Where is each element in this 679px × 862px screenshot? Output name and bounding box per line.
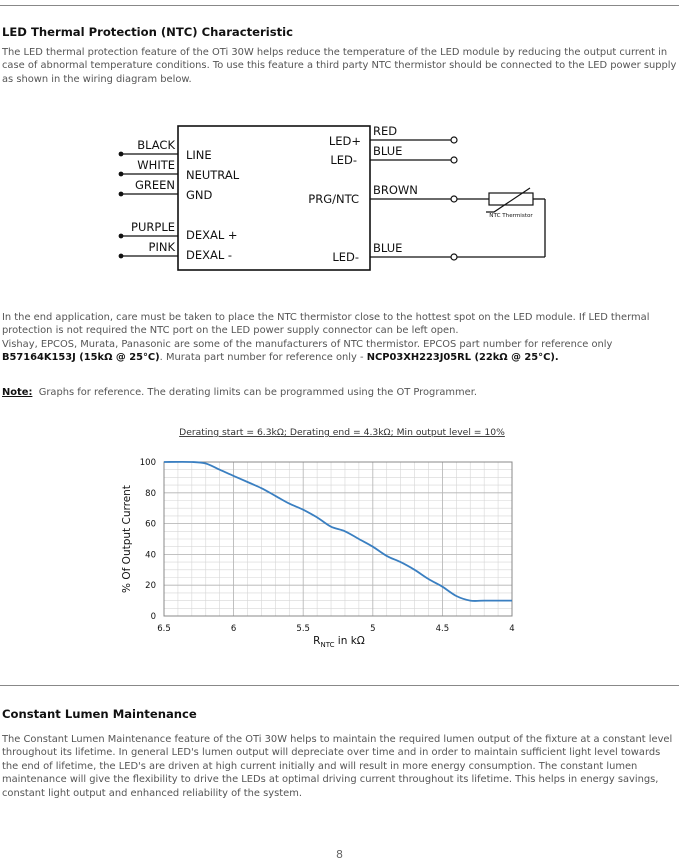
wire-end-green: [119, 192, 124, 197]
wire-label-brown: BROWN: [373, 183, 418, 197]
wire-end-black: [119, 152, 124, 157]
y-tick-label: 40: [145, 550, 156, 561]
x-tick-label: 5.5: [296, 624, 310, 634]
top-rule: [0, 5, 679, 6]
terminal-label-led-minus-1: LED-: [330, 153, 357, 167]
wire-label-black: BLACK: [137, 138, 175, 152]
section-divider-rule: [0, 685, 679, 686]
wire-label-pink: PINK: [148, 240, 175, 254]
section-title-lumen: Constant Lumen Maintenance: [2, 707, 197, 721]
wire-label-green: GREEN: [134, 178, 175, 192]
y-axis-label: % Of Output Current: [121, 485, 133, 593]
murata-part-number: NCP03XH223J05RL (22kΩ @ 25°C).: [366, 352, 559, 364]
chart-title: Derating start = 6.3kΩ; Derating end = 4.3kΩ; Min output level = 10%: [179, 427, 505, 438]
page-number: 8: [336, 848, 343, 861]
wire-end-white: [119, 172, 124, 177]
terminal-label-neutral: NEUTRAL: [186, 168, 240, 182]
terminal-red: [451, 137, 457, 143]
thermistor-label: NTC Thermistor: [489, 213, 533, 219]
terminal-label-gnd: GND: [186, 188, 213, 202]
ntc-placement-text: In the end application, care must be taken to place the NTC thermistor close to the hottest spot on the LED module. If LED thermal protection is not required the NTC port on the LED power supply connector can be left open.: [2, 312, 650, 337]
x-tick-label: 6: [230, 624, 237, 634]
manufacturers-text: Vishay, EPCOS, Murata, Panasonic are some of the manufacturers of NTC thermistor. EPCOS part number for reference only: [2, 338, 613, 350]
ntc-intro-paragraph: The LED thermal protection feature of the OTi 30W helps reduce the temperature of the LED module by reducing the output current in case of abnormal temperature conditions. To use this feature a third party NTC thermistor should be connected to the LED power supply as shown in the wiring diagram below.: [2, 47, 677, 85]
note-label: Note:: [2, 387, 33, 398]
x-tick-label: 4: [509, 624, 515, 634]
terminal-label-line: LINE: [186, 148, 212, 162]
x-tick-label: 6.5: [157, 624, 171, 634]
murata-intro-text: . Murata part number for reference only -: [159, 352, 367, 364]
wire-label-blue-1: BLUE: [373, 144, 403, 158]
y-tick-label: 0: [150, 612, 156, 622]
note-text: Graphs for reference. The derating limits can be programmed using the OT Programmer.: [38, 387, 478, 398]
wire-label-white: WHITE: [137, 158, 175, 172]
wire-label-blue-2: BLUE: [373, 241, 403, 255]
wire-end-pink: [119, 254, 124, 259]
ntc-placement-paragraph: [2, 311, 678, 365]
derating-chart: [0, 420, 679, 660]
wire-label-purple: PURPLE: [131, 220, 175, 234]
y-tick-label: 80: [145, 488, 156, 499]
x-tick-label: 4.5: [435, 624, 450, 634]
y-tick-label: 60: [145, 519, 156, 530]
wire-end-purple: [119, 234, 124, 239]
thermistor-symbol: [486, 188, 533, 212]
terminal-label-dexal-plus: DEXAL +: [186, 228, 238, 242]
y-tick-label: 100: [139, 458, 156, 468]
terminal-brown: [451, 196, 457, 202]
y-tick-label: 20: [145, 581, 156, 592]
terminal-label-dexal-minus: DEXAL -: [186, 248, 233, 262]
terminal-blue-2: [451, 254, 457, 260]
terminal-label-led-plus: LED+: [328, 134, 361, 148]
x-axis-label: $R_{NTC}$ in kΩ: [313, 635, 365, 649]
lumen-maintenance-paragraph: The Constant Lumen Maintenance feature of the OTi 30W helps to maintain the required lumen output of the fixture at a constant level throughout its lifetime. In general LED's lumen output will depreciate over time and in order to maintain sufficient light level towards the end of lifetime, the LED's are driven at high current initially and will result in more energy consumption. The constant lumen maintenance will give the flexibility to drive the LEDs at optimal driving current throughout its lifetime. This helps in energy savings, constant light output and enhanced reliability of the system.: [2, 734, 673, 799]
epcos-part-number: B57164K153J (15kΩ @ 25°C): [2, 352, 160, 364]
terminal-label-led-minus-2: LED-: [332, 250, 359, 264]
x-tick-label: 5: [370, 624, 376, 634]
terminal-label-prg-ntc: PRG/NTC: [308, 192, 359, 206]
wire-label-red: RED: [373, 124, 398, 138]
section-title-ntc: LED Thermal Protection (NTC) Characteristic: [2, 25, 293, 39]
note-paragraph: [2, 386, 678, 399]
terminal-blue-1: [451, 157, 457, 163]
wiring-diagram: [0, 115, 679, 275]
